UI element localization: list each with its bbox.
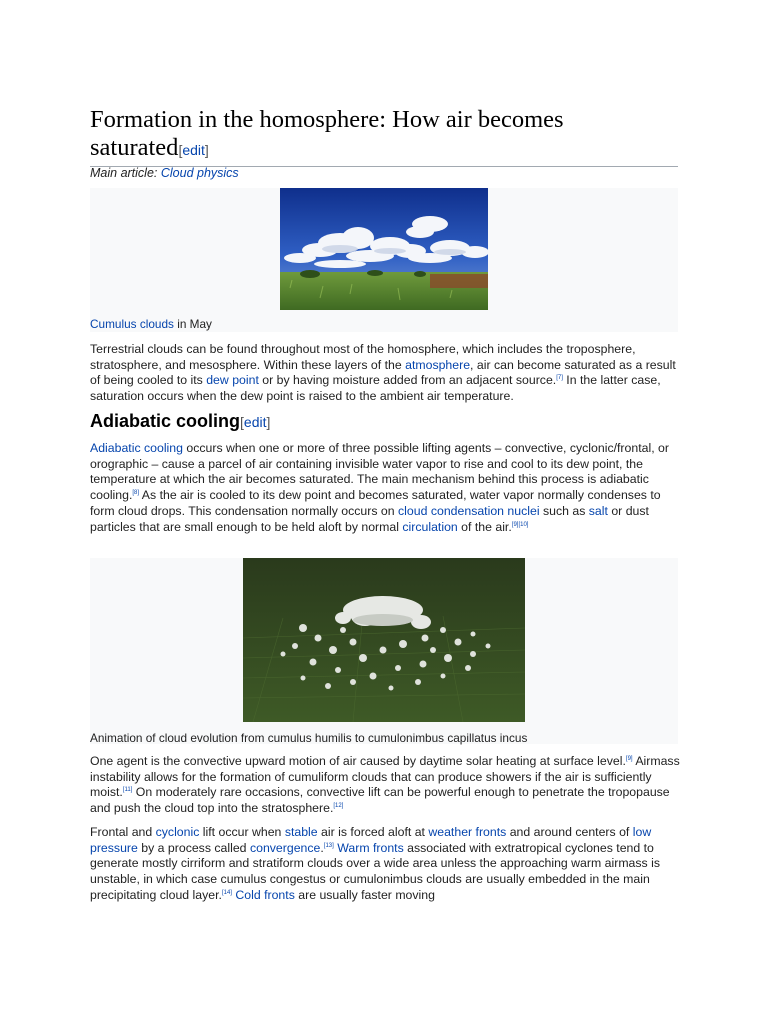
atmosphere-link[interactable]: atmosphere: [405, 357, 471, 372]
cloud-condensation-nuclei-link[interactable]: cloud condensation nuclei: [398, 503, 540, 518]
reference-link[interactable]: [11]: [122, 787, 133, 794]
edit-bracket-open: [: [178, 142, 183, 158]
caption-text: in May: [173, 317, 212, 331]
dew-point-link[interactable]: dew point: [206, 373, 259, 388]
salt-link[interactable]: salt: [588, 503, 608, 518]
convergence-link[interactable]: convergence: [249, 840, 321, 855]
low-pressure-link[interactable]: low pressure: [90, 825, 652, 855]
cyclonic-link[interactable]: cyclonic: [155, 825, 200, 839]
edit-bracket-close: ]: [204, 142, 209, 158]
hatnote-prefix: Main article:: [90, 166, 161, 180]
stable-link[interactable]: stable: [284, 825, 318, 839]
subsection-edit-link[interactable]: [edit]: [240, 414, 271, 430]
figure-cumulus: [90, 188, 678, 332]
cloud-evolution-animation[interactable]: [243, 558, 525, 722]
section-heading: [90, 106, 678, 167]
figure-animation: [90, 558, 678, 744]
reference-link[interactable]: [9][10]: [511, 521, 529, 528]
paragraph: Terrestrial clouds can be found throughout most of the homosphere, which includes the troposphere, stratosphere, and mesosphere. Within these layers of the atmosphere, air can become saturated as a result of being cooled to its dew point or by having moisture added from an adjacent source.[7] In the latter case, saturation occurs when the dew point is raised to the ambient air temperature.: [90, 342, 676, 404]
circulation-link[interactable]: circulation: [402, 519, 458, 534]
edit-link[interactable]: edit: [182, 142, 205, 158]
reference-link[interactable]: [13]: [323, 842, 334, 849]
hatnote: [90, 166, 239, 180]
section-edit-link[interactable]: [178, 142, 208, 158]
warm-fronts-link[interactable]: Warm fronts: [337, 840, 404, 855]
cumulus-clouds-link[interactable]: Cumulus clouds: [90, 317, 174, 331]
reference-link[interactable]: [12]: [333, 803, 344, 810]
reference-link[interactable]: [14]: [221, 889, 232, 896]
adiabatic-cooling-link[interactable]: Adiabatic cooling: [90, 441, 183, 455]
paragraph: One agent is the convective upward motion of air caused by daytime solar heating at surface level.[9] Airmass instability allows for the formation of cumuliform clouds that can produce showers if the air is sufficiently moist.[11] On moderately rare occasions, convective lift can be powerful enough to penetrate the tropopause and push the cloud top into the stratosphere.[12]: [90, 754, 680, 816]
main-article-link[interactable]: Cloud physics: [160, 166, 239, 180]
paragraph: Adiabatic cooling occurs when one or more of three possible lifting agents – convective, cyclonic/frontal, or orographic – cause a parcel of air containing invisible water vapor to rise and cool to its dew point, the temperature at which the air becomes saturated. The main mechanism behind this process is adiabatic cooling.[8] As the air is cooled to its dew point and becomes saturated, water vapor normally condenses to form cloud drops. This condensation normally occurs on cloud condensation nuclei such as salt or dust particles that are small enough to be held aloft by normal circulation of the air.[9][10]: [90, 441, 669, 534]
cumulus-photo[interactable]: [280, 188, 488, 310]
paragraph: Frontal and cyclonic lift occur when stable air is forced aloft at weather fronts and around centers of low pressure by a process called convergence.[13] Warm fronts associated with extratropical cyclones tend to generate mostly cirriform and stratiform clouds over a wide area unless the approaching warm airmass is unstable, in which case cumulus congestus or cumulonimbus clouds are usually embedded in the main precipitating cloud layer.[14] Cold fronts are usually faster moving: [90, 825, 660, 902]
figure-caption: Animation of cloud evolution from cumulus humilis to cumulonimbus capillatus incus: [90, 731, 528, 745]
reference-link[interactable]: [9]: [625, 755, 633, 762]
subsection-title: Adiabatic cooling: [90, 411, 241, 431]
reference-link[interactable]: [7]: [556, 375, 563, 382]
edit-link[interactable]: edit: [243, 414, 267, 430]
weather-fronts-link[interactable]: weather fronts: [428, 825, 507, 839]
section-heading-title: Formation in the homosphere: How air becomes saturated: [90, 106, 564, 161]
reference-link[interactable]: [8]: [132, 490, 140, 497]
subsection-heading: [90, 411, 270, 432]
cold-fronts-link[interactable]: Cold fronts: [235, 887, 295, 902]
figure-caption: [90, 317, 212, 331]
